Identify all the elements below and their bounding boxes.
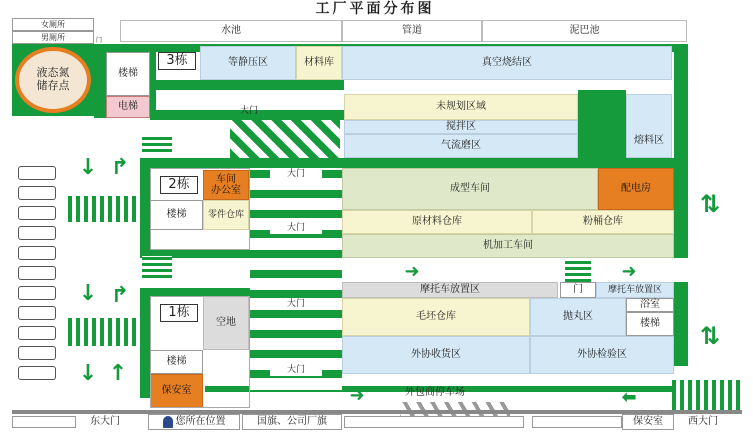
crosswalk-left-4 xyxy=(68,318,136,346)
b2-number: 2栋 xyxy=(160,176,198,194)
car-icon xyxy=(18,246,56,260)
gate-2-label: 大门 xyxy=(270,168,322,180)
area-vacuum: 真空烧结区 xyxy=(342,46,672,80)
guard-room-west: 保安室 xyxy=(622,414,674,430)
road-right xyxy=(674,44,688,366)
area-powder: 粉桶仓库 xyxy=(532,210,674,234)
area-moto1: 摩托车放置区 xyxy=(342,282,558,298)
b2-parts: 零件仓库 xyxy=(203,200,249,230)
area-raw: 原材料仓库 xyxy=(342,210,532,234)
crosswalk-left-3 xyxy=(142,134,172,152)
car-icon xyxy=(18,206,56,220)
arrow-left-icon: ⬅ xyxy=(621,386,637,408)
small-door-label: 门 xyxy=(95,36,102,44)
car-icon xyxy=(18,266,56,280)
you-are-here[interactable]: 您所在位置 xyxy=(148,414,240,430)
crosswalk-right xyxy=(672,380,742,410)
road-mid-upper xyxy=(578,90,626,160)
page-title: 工厂平面分布图 xyxy=(315,0,435,17)
bottom-wall-mid xyxy=(344,416,524,428)
b1-number: 1栋 xyxy=(160,304,198,322)
nitrogen-tank: 液态氮 储存点 xyxy=(15,47,91,113)
crosswalk-small xyxy=(565,260,591,282)
car-icon xyxy=(18,326,56,340)
arrow-turn-icon: ↱ xyxy=(110,282,130,308)
area-receive: 外协收货区 xyxy=(342,336,530,374)
car-icon xyxy=(18,366,56,380)
car-icon xyxy=(18,286,56,300)
arrow-down-icon: ↓ xyxy=(78,280,98,306)
bottom-wall-right xyxy=(532,416,622,428)
mens-toilet: 男厕所 xyxy=(12,31,94,44)
arrow-right-icon: ➜ xyxy=(621,260,637,282)
east-wall xyxy=(12,416,76,428)
gate-1-label: 大门 xyxy=(239,105,258,116)
west-gate: 西大门 xyxy=(688,416,718,428)
road-b1-left xyxy=(140,288,150,398)
arrow-down-icon: ↓ xyxy=(78,154,98,180)
flag-area: 国旗、公司厂旗 xyxy=(242,414,342,430)
east-gate: 东大门 xyxy=(90,416,120,428)
womens-toilet: 女厕所 xyxy=(12,18,94,31)
area-shot: 抛丸区 xyxy=(530,298,626,336)
area-stairs-right: 楼梯 xyxy=(626,312,674,336)
door-small: 门 xyxy=(560,282,596,298)
arrow-right-icon: ➜ xyxy=(349,384,365,406)
car-icon xyxy=(18,186,56,200)
area-machining: 机加工车间 xyxy=(342,234,674,258)
b3-stairs: 楼梯 xyxy=(106,52,150,96)
car-icon xyxy=(18,306,56,320)
arrow-right-icon: ➜ xyxy=(404,260,420,282)
b1-empty: 空地 xyxy=(203,296,249,350)
b3-number: 3栋 xyxy=(158,52,196,70)
car-icon xyxy=(18,226,56,240)
b2-office: 车间 办公室 xyxy=(203,170,249,200)
area-forming: 成型车间 xyxy=(342,168,598,210)
crosswalk-left-1 xyxy=(68,196,136,222)
road-b2-left xyxy=(140,158,150,258)
area-bath: 浴室 xyxy=(626,298,674,312)
area-press: 等静压区 xyxy=(200,46,296,80)
label-mud-pool: 泥巴池 xyxy=(482,20,687,42)
b1-frame xyxy=(150,296,250,408)
crosswalk-diag xyxy=(230,120,340,158)
car-icon xyxy=(18,166,56,180)
b1-guard: 保安室 xyxy=(150,374,203,408)
parking-label: 外包商停车场 xyxy=(405,387,465,399)
arrow-turn-icon: ↱ xyxy=(110,154,130,180)
gate-5-label: 大门 xyxy=(270,364,322,376)
area-stir: 搅拌区 xyxy=(344,120,578,134)
b2-stairs: 楼梯 xyxy=(150,200,203,230)
arrow-updown-icon: ⇅ xyxy=(699,190,721,218)
area-blank: 毛坯仓库 xyxy=(342,298,530,336)
gate-3-label: 大门 xyxy=(270,222,322,234)
b1-stairs: 楼梯 xyxy=(150,350,203,374)
area-inspect: 外协检验区 xyxy=(530,336,674,374)
car-icon xyxy=(18,346,56,360)
area-moto2: 摩托车放置区 xyxy=(596,282,674,298)
crosswalk-left-2 xyxy=(142,256,172,278)
crosswalk-middle xyxy=(250,168,342,390)
arrow-updown-icon: ⇅ xyxy=(699,322,721,350)
area-material: 材料库 xyxy=(296,46,342,80)
b3-elevator: 电梯 xyxy=(106,96,150,118)
arrow-up-icon: ↑ xyxy=(108,360,128,386)
b2-frame xyxy=(150,168,250,250)
arrow-down-icon: ↓ xyxy=(78,360,98,386)
area-melt: 熔料区 xyxy=(626,94,672,158)
area-power: 配电房 xyxy=(598,168,674,210)
road-left-upper xyxy=(94,44,106,118)
person-icon xyxy=(163,416,173,428)
area-airflow: 气流磨区 xyxy=(344,134,578,158)
area-unplanned: 未规划区域 xyxy=(344,94,578,120)
label-water-pool: 水池 xyxy=(120,20,342,42)
label-pipeline: 管道 xyxy=(342,20,482,42)
gate-4-label: 大门 xyxy=(270,298,322,310)
road-band1 xyxy=(150,80,344,90)
road-b2-top xyxy=(140,158,688,168)
